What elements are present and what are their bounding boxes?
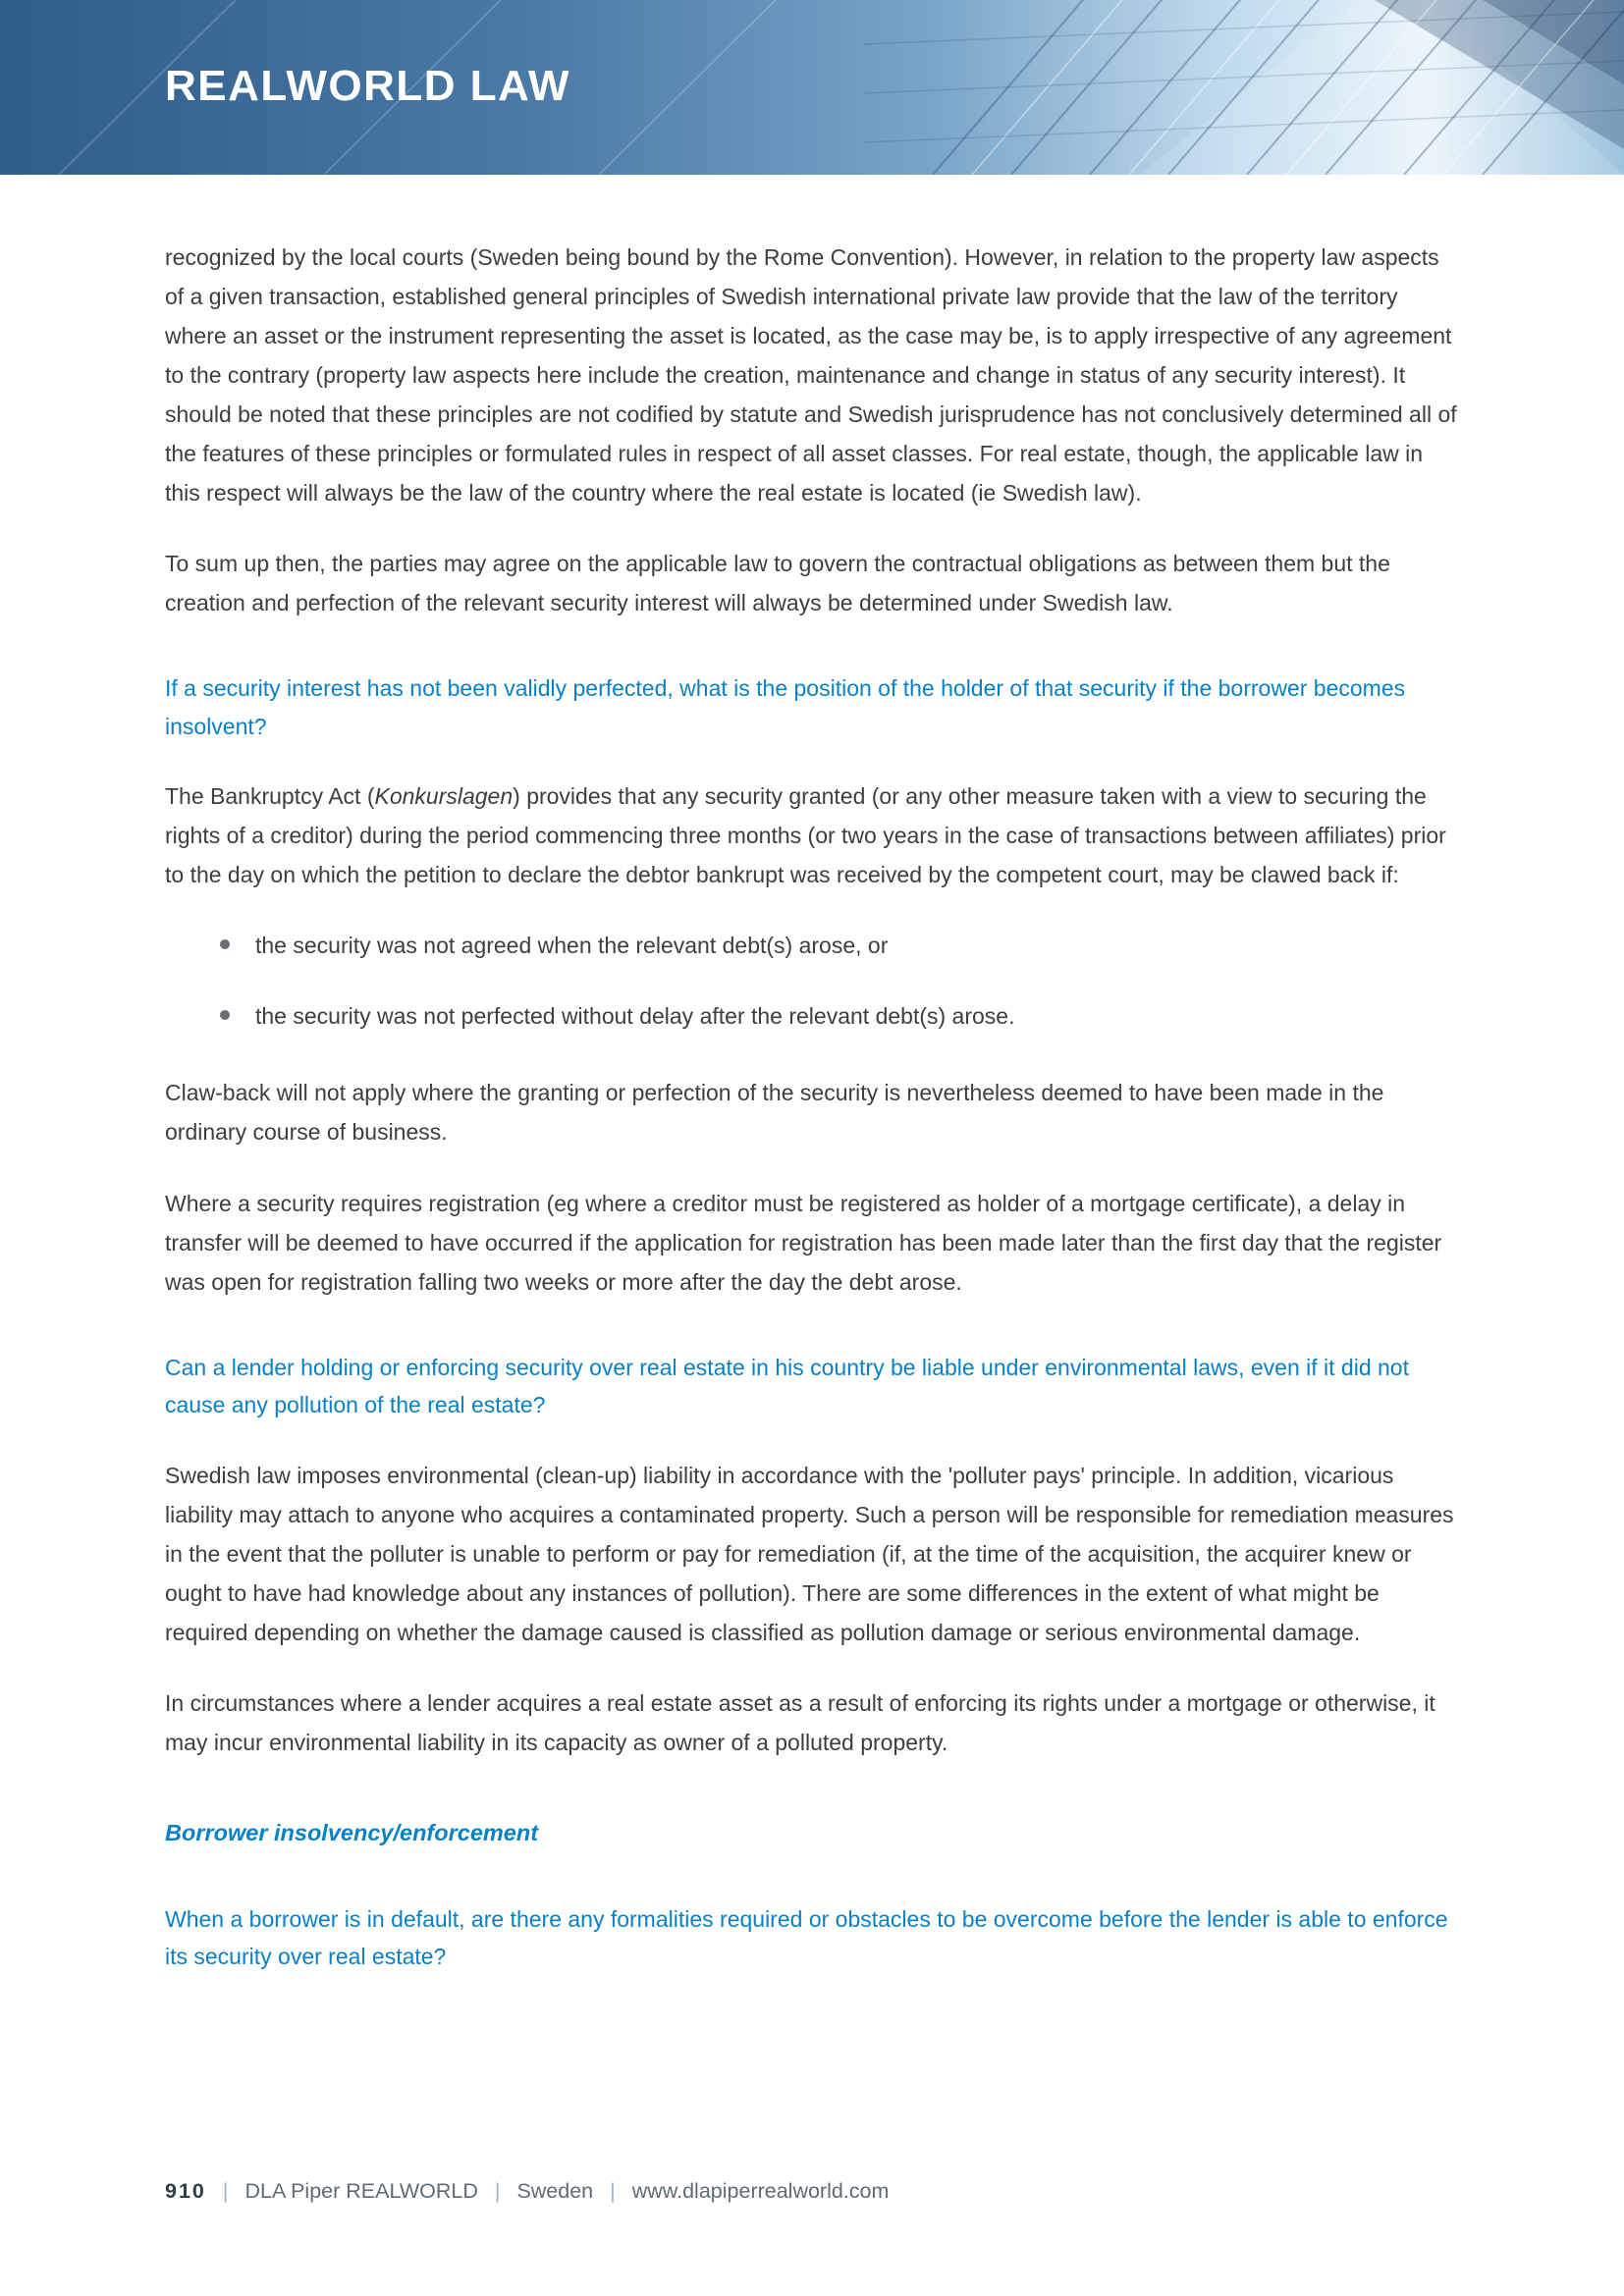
list-item-text: the security was not perfected without delay after the relevant debt(s) arose. xyxy=(255,1003,1015,1030)
footer-brand: DLA Piper REALWORLD xyxy=(244,2179,478,2203)
paragraph-intro: recognized by the local courts (Sweden being bound by the Rome Convention). However, in relation to the property law aspects of a given transaction, established general principles of Swedish international private law provide that the law of the territory where an asset or the instrument representing the asset is located, as the case may be, is to apply irrespective of any agreement to the contrary (property law aspects here include the creation, maintenance and change in status of any security interest). It should be noted that these principles are not codified by statute and Swedish jurisprudence has not conclusively determined all of the features of these principles or formulated rules in respect of all asset classes. For real estate, though, the applicable law in this respect will always be the law of the country where the real estate is located (ie Swedish law). xyxy=(165,244,1457,507)
paragraph-lender-liability: In circumstances where a lender acquires a real estate asset as a result of enforcing its rights under a mortgage or otherwise, it may incur environmental liability in its capacity as owner of a polluted property. xyxy=(165,1689,1435,1755)
paragraph-text: ) provides that any security granted (or any other measure taken with a view to securing the rights of a creditor) during the period commencing three months (or two years in the case of transactions between affiliates) prior to the day on which the petition to declare the debtor bankrupt was received by the competent court, may be clawed back if: xyxy=(165,783,1446,888)
bullet-list xyxy=(165,926,1459,1036)
footer-separator: | xyxy=(222,2179,229,2203)
footer-separator: | xyxy=(494,2179,501,2203)
paragraph-summary: To sum up then, the parties may agree on the applicable law to govern the contractual obligations as between them but the creation and perfection of the relevant security interest will always be determined under Swedish law. xyxy=(165,551,1390,616)
question-heading-perfection: If a security interest has not been validly perfected, what is the position of the holder of that security if the borrower becomes insolvent? xyxy=(165,675,1406,739)
page-footer xyxy=(165,2179,889,2204)
footer-url: www.dlapiperrealworld.com xyxy=(631,2179,890,2203)
page-header xyxy=(0,0,1624,175)
paragraph-registration: Where a security requires registration (eg where a creditor must be registered as holder of a mortgage certificate), a delay in transfer will be deemed to have occurred if the application for registration has been made later than the first day that the register was open for registration falling two weeks or more after the day the debt arose. xyxy=(165,1190,1442,1295)
bullet-icon xyxy=(220,1010,230,1020)
page-number: 910 xyxy=(165,2179,206,2203)
question-heading-environmental: Can a lender holding or enforcing security over real estate in his country be liable under environmental laws, even if it did not cause any pollution of the real estate? xyxy=(165,1354,1409,1418)
italic-term-konkurslagen: Konkurslagen xyxy=(374,783,514,810)
bullet-icon xyxy=(220,939,230,949)
paragraph-clawback: Claw-back will not apply where the granting or perfection of the security is nevertheless deemed to have been made in the ordinary course of business. xyxy=(165,1080,1384,1146)
section-subheading-borrower-insolvency: Borrower insolvency/enforcement xyxy=(165,1819,539,1845)
list-item xyxy=(220,996,1459,1036)
footer-separator: | xyxy=(610,2179,616,2203)
list-item xyxy=(220,926,1459,965)
document-body xyxy=(0,175,1624,1976)
paragraph-environmental-liability: Swedish law imposes environmental (clean-up) liability in accordance with the 'polluter pays' principle. In addition, vicarious liability may attach to anyone who acquires a contaminated property. Such a person will be responsible for remediation measures in the event that the polluter is unable to perform or pay for remediation (if, at the time of the acquisition, the acquirer knew or ought to have had knowledge about any instances of pollution). There are some differences in the extent of what might be required depending on whether the damage caused is classified as pollution damage or serious environmental damage. xyxy=(165,1462,1454,1645)
paragraph-text: The Bankruptcy Act ( xyxy=(165,783,375,810)
header-title: REALWORLD LAW xyxy=(165,62,571,110)
list-item-text: the security was not agreed when the relevant debt(s) arose, or xyxy=(255,933,889,959)
paragraph-bankruptcy-act xyxy=(165,776,1459,894)
question-heading-enforcement: When a borrower is in default, are there any formalities required or obstacles to be overcome before the lender is able to enforce its security over real estate? xyxy=(165,1905,1448,1970)
footer-country: Sweden xyxy=(516,2179,594,2203)
